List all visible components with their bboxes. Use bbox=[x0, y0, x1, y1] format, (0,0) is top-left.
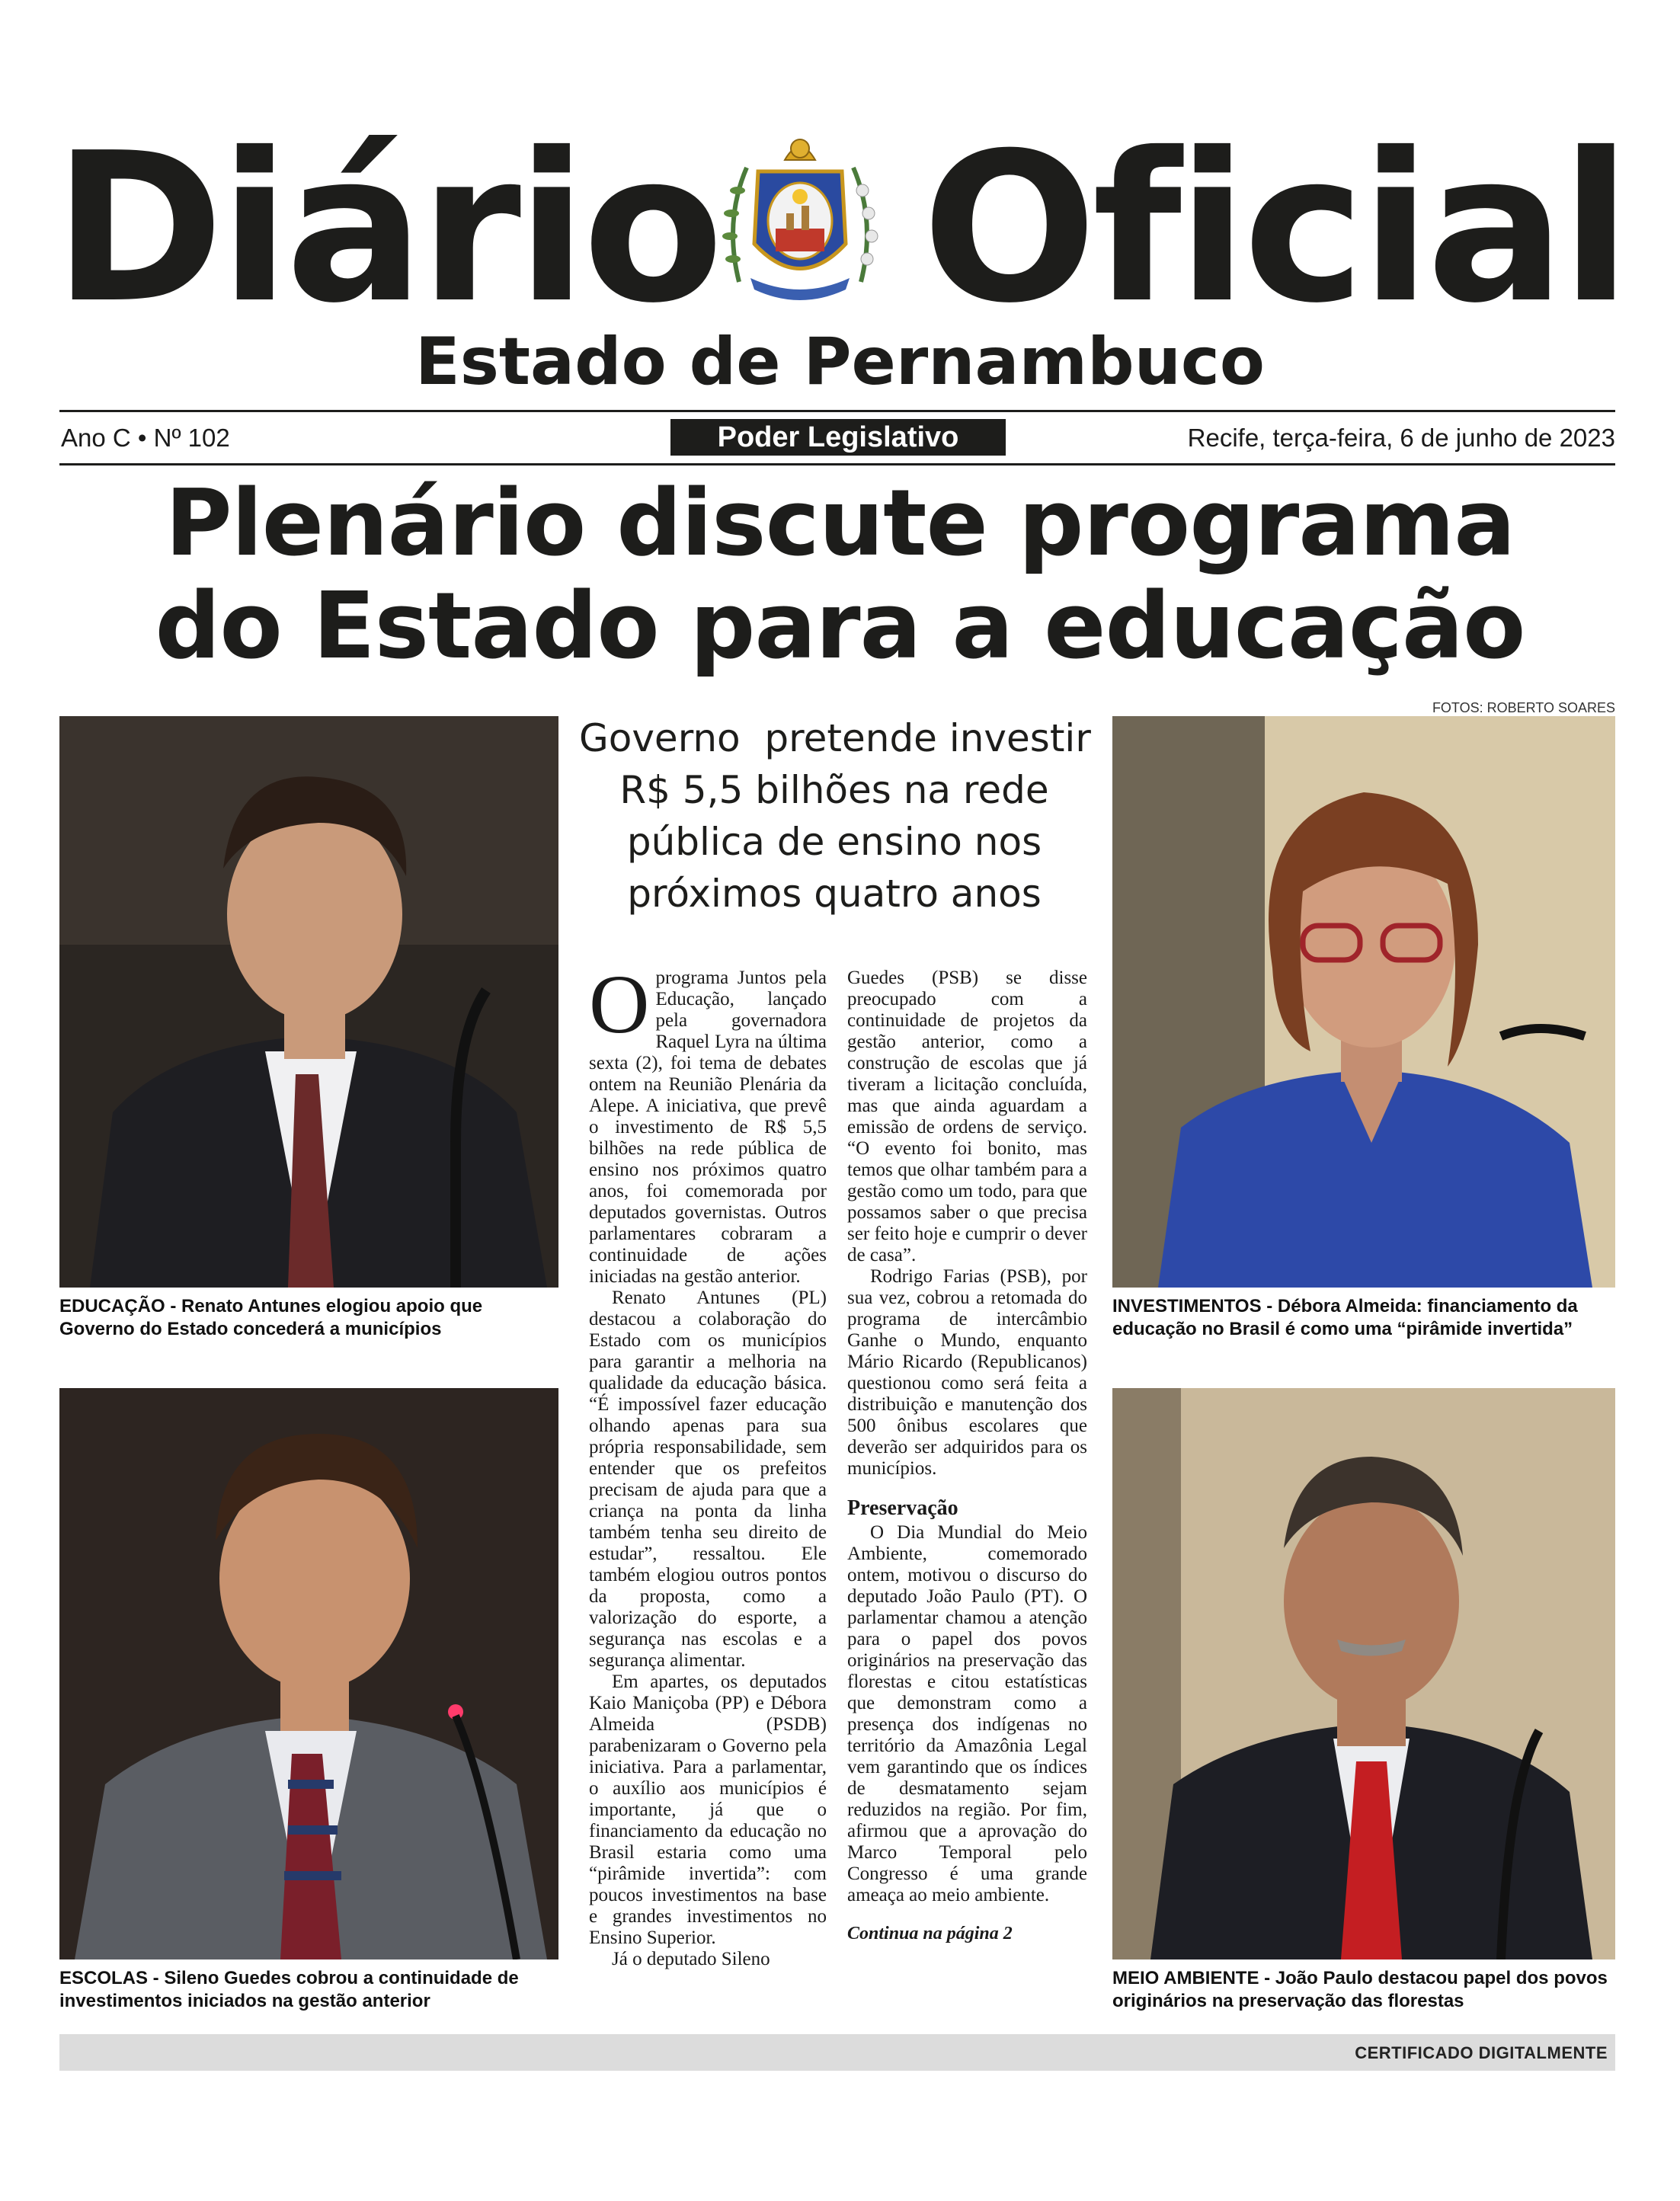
masthead-word-right: Oficial bbox=[922, 108, 1627, 348]
article-paragraph: Já o deputado Sileno bbox=[612, 1949, 770, 1969]
drop-cap: O bbox=[589, 958, 650, 1051]
caption-top-right bbox=[1112, 1295, 1615, 1341]
article-paragraph: Rodrigo Farias (PSB), por sua vez, cobrou a retomada do programa de intercâmbio Ganhe o Mundo, enquanto Mário Ricardo (Republicanos) questionou como será feita a distribuição e manutenção dos 500 ônibus escolares que deverão ser adquiridos para os municípios. bbox=[847, 1266, 1087, 1479]
headline-line-1: Plenário discute programa bbox=[165, 471, 1515, 577]
caption-label: INVESTIMENTOS bbox=[1112, 1296, 1262, 1316]
deck-line-3: pública de ensino nos bbox=[626, 820, 1042, 864]
rule-bottom bbox=[59, 463, 1615, 465]
article-paragraph: Renato Antunes (PL) destacou a colaboração do Estado com os municípios para garantir a melhoria na qualidade da educação básica. “É impossível fazer educação olhando apenas para sua própria responsabilidade, sem entender que os prefeitos precisam de ajuda para que a criança na ponta da linha também tenha seu direito de estudar”, ressaltou. Ele também elogiou outros pontos da proposta, como a valorização do esporte, a segurança nas escolas e a segurança alimentar. bbox=[589, 1288, 827, 1671]
deck-line-1: Governo pretende investir bbox=[579, 716, 1091, 760]
article-column-2 bbox=[847, 968, 1087, 1944]
masthead-subtitle: Estado de Pernambuco bbox=[415, 324, 1265, 400]
photo-debora-almeida bbox=[1112, 716, 1615, 1288]
caption-label: MEIO AMBIENTE bbox=[1112, 1968, 1259, 1988]
photo-credit: FOTOS: ROBERTO SOARES bbox=[1432, 700, 1615, 715]
caption-bottom-left bbox=[59, 1967, 562, 2013]
deck-line-2: R$ 5,5 bilhões na rede bbox=[619, 768, 1049, 812]
caption-top-left bbox=[59, 1295, 562, 1341]
continued-link[interactable]: Continua na página 2 bbox=[847, 1924, 1013, 1943]
section-subhead: Preservação bbox=[847, 1496, 958, 1520]
caption-text: - Sileno Guedes cobrou a continuidade de investimentos iniciados na gestão anterior bbox=[59, 1968, 519, 2011]
caption-bottom-right bbox=[1112, 1967, 1615, 2013]
section-label: Poder Legislativo bbox=[670, 419, 1006, 456]
paragraph-text: programa Juntos pela Educação, lançado pela governadora Raquel Lyra na última sexta (2), foi tema de debates ontem na Reunião Plenária da Alepe. A iniciativa, que prevê o investimento de R$ 5,5 bilhões na rede pública de ensino nos próximos quatro anos, foi comemorada por deputados governistas. Outros parlamentares cobraram a continuidade de ações iniciadas na gestão anterior. bbox=[589, 968, 827, 1287]
caption-label: EDUCAÇÃO bbox=[59, 1296, 165, 1316]
photo-renato-antunes bbox=[59, 716, 558, 1288]
article-column-1 bbox=[589, 958, 827, 1970]
photo-sileno-guedes bbox=[59, 1388, 558, 1959]
rule-top bbox=[59, 410, 1615, 412]
deck bbox=[579, 712, 1090, 920]
masthead-word-left: Diário bbox=[53, 108, 720, 348]
article-paragraph bbox=[589, 958, 827, 1288]
article-paragraph: Em apartes, os deputados Kaio Maniçoba (PP) e Débora Almeida (PSDB) parabenizaram o Governo pela iniciativa. Para a parlamentar, o auxílio aos municípios é importante, já que o financiamento da educação no Brasil estaria como uma “pirâmide invertida”: com poucos investimentos na base e grandes investimentos no Ensino Superior. bbox=[589, 1672, 827, 1948]
issue-date: Recife, terça-feira, 6 de junho de 2023 bbox=[1187, 424, 1615, 452]
edition-number: Ano C • Nº 102 bbox=[61, 424, 230, 452]
caption-label: ESCOLAS bbox=[59, 1968, 149, 1988]
caption-text: - João Paulo destacou papel dos povos originários na preservação das florestas bbox=[1112, 1968, 1608, 2011]
caption-text: - Débora Almeida: financiamento da educação no Brasil é como uma “pirâmide invertida” bbox=[1112, 1296, 1578, 1339]
photo-joao-paulo bbox=[1112, 1388, 1615, 1959]
article-paragraph: Guedes (PSB) se disse preocupado com a continuidade de projetos da gestão anterior, como a construção de escolas que já tiveram a licitação concluída, mas que ainda aguardam a emissão de ordens de serviço. “O evento foi bonito, mas temos que olhar também para a gestão como um todo, para que possamos saber o que precisa ser feito hoje e cumprir o dever de casa”. bbox=[847, 968, 1087, 1265]
caption-text: - Renato Antunes elogiou apoio que Governo do Estado concederá a municípios bbox=[59, 1296, 483, 1339]
deck-line-4: próximos quatro anos bbox=[627, 872, 1042, 916]
coat-of-arms-icon bbox=[716, 130, 884, 312]
headline bbox=[0, 472, 1680, 678]
digital-certification-label: CERTIFICADO DIGITALMENTE bbox=[1355, 2043, 1608, 2062]
headline-line-2: do Estado para a educação bbox=[155, 574, 1525, 680]
article-paragraph: O Dia Mundial do Meio Ambiente, comemorado ontem, motivou o discurso do deputado João Paulo (PT). O parlamentar chamou a atenção para o papel dos povos originários na preservação das florestas e citou estatísticas que demonstram como a presença dos indígenas no território da Amazônia Legal vem garantindo que os índices de desmatamento sejam reduzidos na região. Por fim, afirmou que a aprovação do Marco Temporal pelo Congresso é uma grande ameaça ao meio ambiente. bbox=[847, 1522, 1087, 1905]
